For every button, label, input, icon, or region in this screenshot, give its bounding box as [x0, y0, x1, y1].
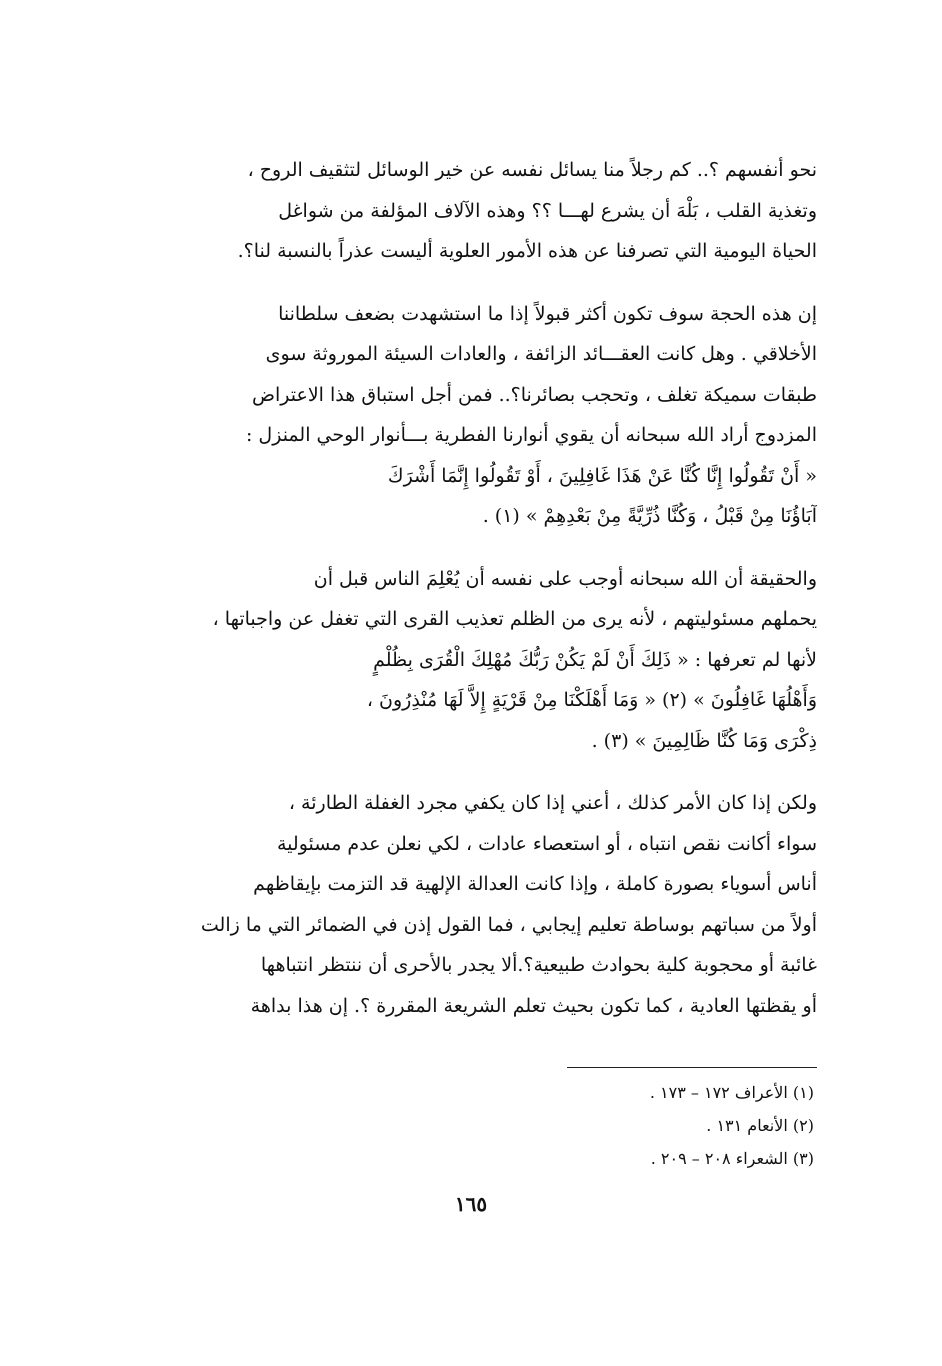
paragraph-4	[117, 783, 817, 1026]
text-line: أناس أسوياء بصورة كاملة ، وإذا كانت العدالة الإلهية قد التزمت بإيقاظهم	[253, 873, 817, 895]
paragraph-2	[117, 294, 817, 537]
page-body	[117, 150, 817, 1048]
paragraph-3	[117, 559, 817, 762]
quran-quote-line: ذِكْرَى وَمَا كُنَّا ظَالِمِينَ » (٣) .	[591, 729, 817, 752]
footnote-1: (١) الأعراف ١٧٢ – ١٧٣ .	[649, 1083, 814, 1102]
text-line: إن هذه الحجة سوف تكون أكثر قبولاً إذا ما استشهدت بضعف سلطاننا	[278, 302, 817, 325]
quran-quote-line: آبَاؤُنَا مِنْ قَبْلُ ، وَكُنَّا ذُرِّيَّةً مِنْ بَعْدِهِمْ » (١) .	[482, 505, 817, 527]
quran-quote-line: لأنها لم تعرفها : « ذَلِكَ أَنْ لَمْ يَكُنْ رَبُّكَ مُهْلِكَ الْقُرَى بِظُلْمٍ	[373, 648, 817, 671]
footnote-divider	[567, 1067, 817, 1068]
text-line: يحملهم مسئوليتهم ، لأنه يرى من الظلم تعذيب القرى التي تغفل عن واجباتها ،	[212, 608, 817, 630]
page-number: ١٦٥	[454, 1192, 488, 1216]
quran-quote-line: « أَنْ تَقُولُوا إِنَّا كُنَّا عَنْ هَذَا غَافِلِينَ ، أَوْ تَقُولُوا إِنَّمَا أَشْرَكَ	[387, 464, 817, 487]
text-line: طبقات سميكة تغلف ، وتحجب بصائرنا؟.. فمن أجل استباق هذا الاعتراض	[252, 383, 817, 406]
quran-quote-line: وَأَهْلُهَا غَافِلُونَ » (٢) « وَمَا أَهْلَكْنَا مِنْ قَرْيَةٍ إِلاَّ لَهَا مُنْذِرُونَ ،	[366, 689, 817, 711]
text-line: المزدوج أراد الله سبحانه أن يقوي أنوارنا الفطرية بـــأنوار الوحي المنزل :	[245, 424, 817, 446]
text-line: نحو أنفسهم ؟.. كم رجلاً منا يسائل نفسه عن خير الوسائل لتثقيف الروح ،	[247, 159, 817, 181]
text-line: سواء أكانت نقص انتباه ، أو استعصاء عادات ، لكي نعلن عدم مسئولية	[277, 832, 817, 855]
text-line: وتغذية القلب ، بَلْهَ أن يشرع لهـــا ؟؟ وهذه الآلاف المؤلفة من شواغل	[278, 199, 817, 222]
text-line: غائبة أو محجوبة كلية بحوادث طبيعية؟.ألا يجدر بالأحرى أن ننتظر انتباهها	[260, 954, 817, 976]
footnote-3: (٣) الشعراء ٢٠٨ – ٢٠٩ .	[650, 1149, 814, 1168]
text-line: أولاً من سباتهم بوساطة تعليم إيجابي ، فما القول إذن في الضمائر التي ما زالت	[200, 913, 817, 936]
text-line: أو يقظتها العادية ، كما تكون بحيث تعلم الشريعة المقررة ؟. إن هذا بداهة	[250, 994, 817, 1017]
footnote-2: (٢) الأنعام ١٣١ .	[706, 1116, 814, 1135]
text-line: الحياة اليومية التي تصرفنا عن هذه الأمور العلوية أليست عذراً بالنسبة لنا؟.	[237, 240, 817, 262]
footnotes	[514, 1076, 814, 1175]
text-line: الأخلاقي . وهل كانت العقـــائد الزائفة ، والعادات السيئة الموروثة سوى	[265, 343, 817, 365]
paragraph-1	[117, 150, 817, 272]
text-line: والحقيقة أن الله سبحانه أوجب على نفسه أن يُعْلِمَ الناس قبل أن	[313, 567, 817, 590]
text-line: ولكن إذا كان الأمر كذلك ، أعني إذا كان يكفي مجرد الغفلة الطارئة ،	[288, 792, 817, 814]
